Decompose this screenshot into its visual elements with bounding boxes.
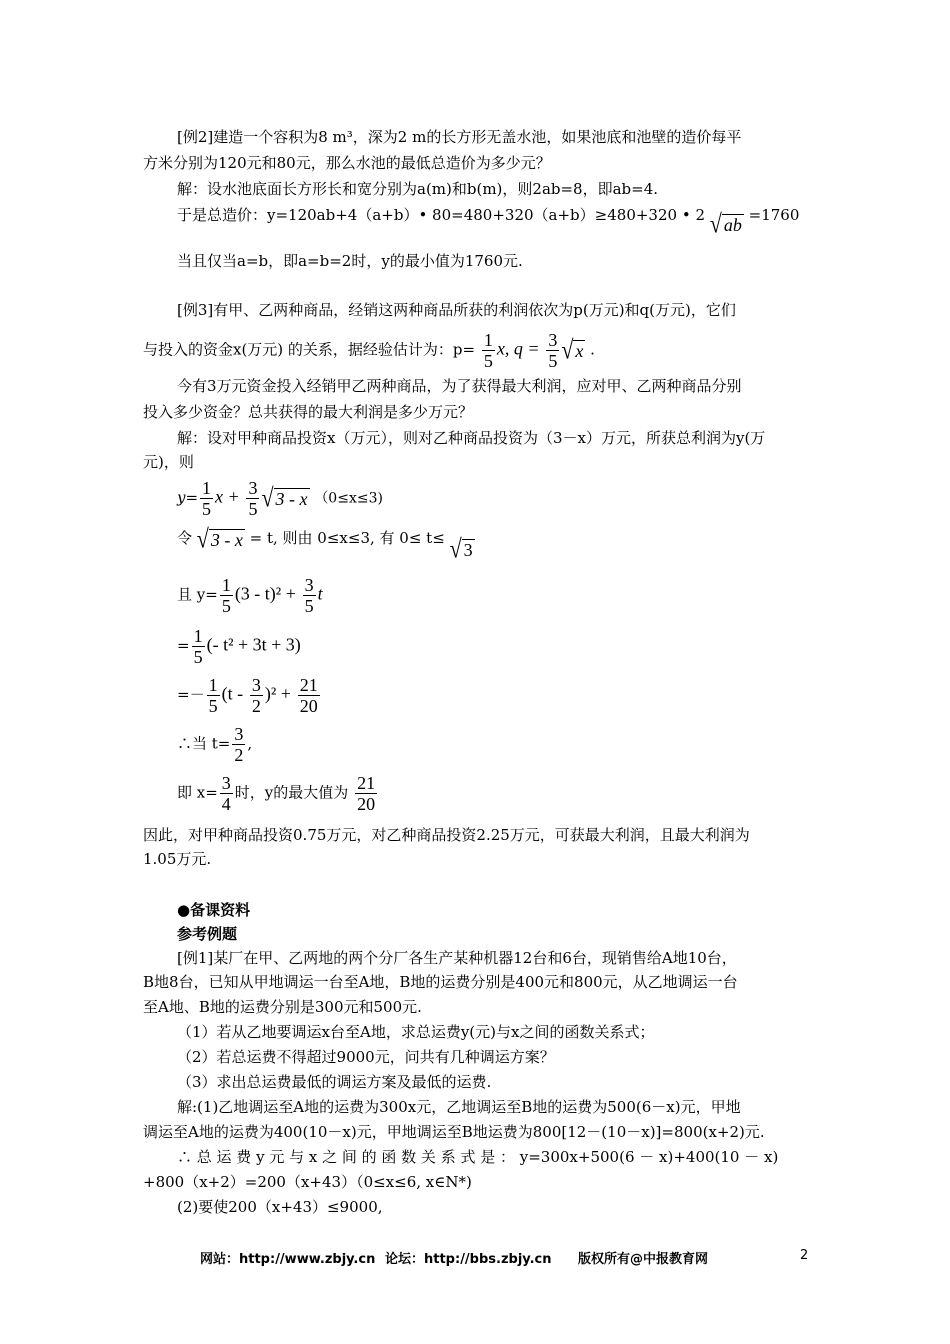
ex2-line4: [177, 205, 800, 238]
solution-line2: 调运至A地的运费为400(10－x)元，甲地调运至B地运费为800[12－(10－x)]=800(x+2)元.: [143, 1123, 765, 1141]
footer-site-link[interactable]: 网站：http://www.zbjy.cn: [200, 1252, 376, 1267]
ex2-line3: 解：设水池底面长方形长和宽分别为a(m)和b(m)，则2ab=8，即ab=4.: [177, 180, 659, 198]
page-number: 2: [800, 1248, 809, 1263]
eq5: =－ $\frac{1}{5}$ (t - $\frac{3}{2}$ )² + $\frac{21}{20}$: [177, 675, 318, 716]
question-1: （1）若从乙地要调运x台至A地，求总运费y(元)与x之间的函数关系式；: [177, 1023, 655, 1041]
solution-line1: 解:(1)乙地调运至A地的运费为300x元，乙地调运至B地的运费为500(6－x)元，甲地: [177, 1098, 741, 1116]
ex3-line2: 与投入的资金x(万元) 的关系，据经验估计为：p= $\frac{1}{5}$ x, q = $\frac{3}{5}$ √ x .: [143, 330, 595, 371]
ex3-line1: [例3]有甲、乙两种商品，经销这两种商品所获的利润依次为p(万元)和q(万元)，它们: [177, 301, 736, 319]
solution-line3: ∴ 总 运 费 y 元 与 x 之 间 的 函 数 关 系 式 是 ： y=300x+500(6 － x)+400(10 － x): [177, 1148, 779, 1166]
ex3-line6: 元)，则: [143, 453, 194, 471]
footer-copyright: 版权所有@中报教育网: [578, 1252, 709, 1267]
ex3-conclusion2: 1.05万元.: [143, 850, 212, 868]
eq4: = $\frac{1}{5}$ (- t² + 3t + 3): [177, 626, 301, 667]
ex2-line2: 方米分别为120元和80元，那么水池的最低总造价为多少元？: [143, 154, 551, 172]
ex3-line5: 解：设对甲种商品投资x（万元），则对乙种商品投资为（3－x）万元，所获总利润为y(万: [177, 429, 766, 447]
footer-forum-link[interactable]: 论坛：http://bbs.zbjy.cn: [385, 1252, 552, 1267]
eq3: 且 y= $\frac{1}{5}$ (3 - t)² + $\frac{3}{5}$ t: [177, 575, 323, 616]
ex2-cost-result: =1760: [748, 206, 800, 224]
eq2: 令 √ 3 - x = t, 则由 0≤x≤3, 有 0≤ t≤ √ 3: [177, 522, 473, 563]
ref-ex1-line3: 至A地、B地的运费分别是300元和500元.: [143, 998, 422, 1016]
solution-line4: +800（x+2）=200（x+43）（0≤x≤6, x∈N*): [143, 1173, 472, 1191]
solution-line5: (2)要使200（x+43）≤9000,: [177, 1198, 383, 1216]
section-subheading: 参考例题: [177, 925, 238, 943]
question-3: （3）求出总运费最低的调运方案及最低的运费.: [177, 1073, 492, 1091]
ref-ex1-line2: B地8台，已知从甲地调运一台至A地，B地的运费分别是400元和800元，从乙地调运一台: [143, 973, 738, 991]
eq1: y= $\frac{1}{5}$ x + $\frac{3}{5}$ √ 3 - x （0≤x≤3): [177, 478, 383, 519]
eq7: 即 x= $\frac{3}{4}$ 时，y的最大值为 $\frac{21}{20}$: [177, 773, 376, 814]
ref-ex1-line1: [例1]某厂在甲、乙两地的两个分厂各生产某种机器12台和6台，现销售给A地10台，: [177, 949, 737, 967]
section-heading: ●备课资料: [177, 901, 251, 919]
ex3-conclusion1: 因此，对甲种商品投资0.75万元，对乙种商品投资2.25万元，可获最大利润，且最大利润为: [143, 826, 750, 844]
sqrt-ab: √ ab: [709, 207, 742, 238]
ex3-line3: 今有3万元资金投入经销甲乙两种商品，为了获得最大利润，应对甲、乙两种商品分别: [177, 377, 742, 395]
eq6: ∴当 t= $\frac{3}{2}$ ,: [177, 724, 253, 765]
ex2-cost-text: 于是总造价：y=120ab+4（a+b）• 80=480+320（a+b）≥480+320 • 2: [177, 206, 705, 224]
ex3-line4: 投入多少资金？总共获得的最大利润是多少万元？: [143, 403, 474, 421]
ex2-line5: 当且仅当a=b，即a=b=2时，y的最小值为1760元.: [177, 252, 523, 270]
question-2: （2）若总运费不得超过9000元，问共有几种调运方案？: [177, 1048, 555, 1066]
ex2-line1: [例2]建造一个容积为8 m³，深为2 m的长方形无盖水池，如果池底和池壁的造价每平: [177, 128, 742, 146]
